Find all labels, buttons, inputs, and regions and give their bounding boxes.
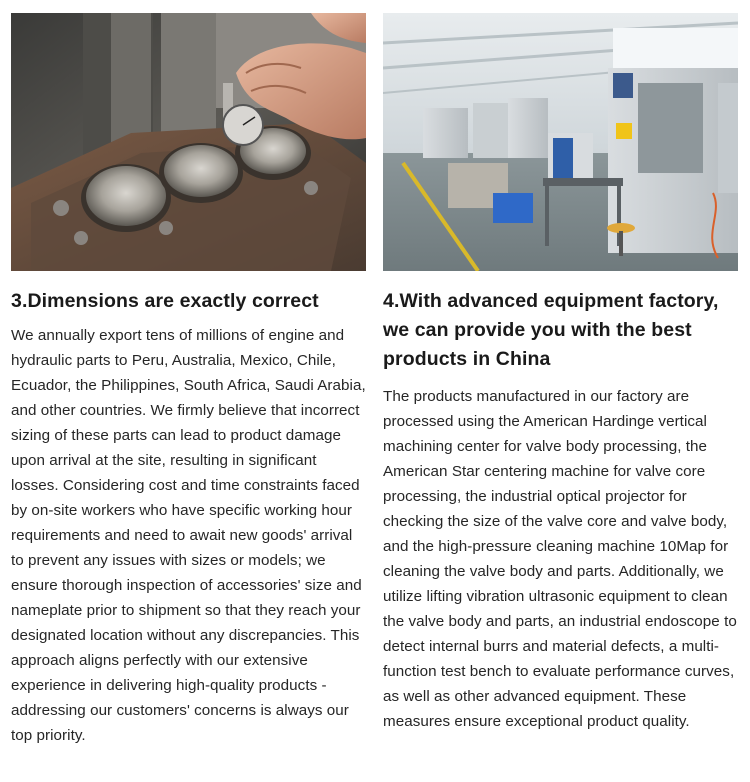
section-heading: 3.Dimensions are exactly correct: [11, 290, 319, 312]
factory-photo: [383, 13, 738, 271]
factory-illustration: [383, 13, 738, 271]
section-equipment: [383, 13, 739, 734]
engine-block-photo: [11, 13, 366, 271]
section-paragraph: We annually export tens of millions of engine and hydraulic parts to Peru, Australia, Mexico, Chile, Ecuador, the Philippines, South Africa, Saudi Arabia, and other countries. We firmly believe that incorrect sizing of these parts can lead to product damage upon arrival at the site, resulting in significant losses. Considering cost and time constraints faced by on-site workers who have specific working hour requirements and need to await new goods' arrival to prevent any issues with sizes or models; we ensure thorough inspection of accessories' size and nameplate prior to shipment so that they reach your designated location without any discrepancies. This approach aligns perfectly with our extensive experience in delivering high-quality products - addressing our customers' concerns is always our top priority.: [11, 327, 366, 744]
section-heading: 4.With advanced equipment factory, we can provide you with the best products in China: [383, 290, 719, 370]
section-paragraph: The products manufactured in our factory are processed using the American Hardinge vertical machining center for valve body processing, the American Star centering machine for valve core processing, the industrial optical projector for checking the size of the valve core and valve body, and the high-pressure cleaning machine 10Map for cleaning the valve body and parts. Additionally, we utilize lifting vibration ultrasonic equipment to clean the valve body and parts, an industrial endoscope to detect internal burrs and material defects, a multi-function test bench to evaluate performance curves, as well as other advanced equipment. These measures ensure exceptional product quality.: [383, 388, 737, 730]
section-dimensions: [11, 13, 367, 748]
engine-block-illustration: [11, 13, 366, 271]
